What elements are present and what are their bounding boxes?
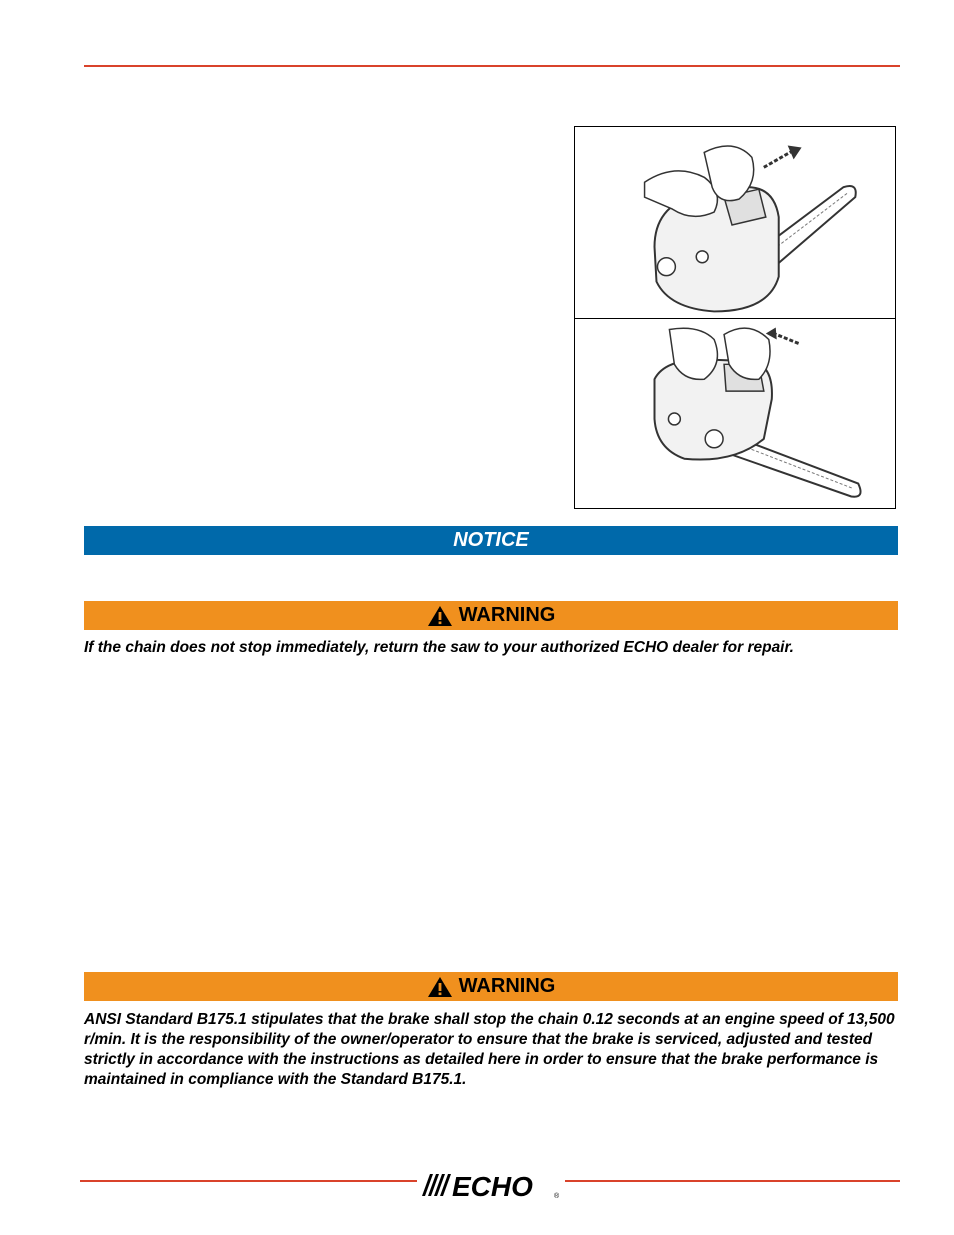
warning-banner-1 <box>84 601 898 630</box>
notice-banner <box>84 526 898 555</box>
warning-text-2: ANSI Standard B175.1 stipulates that the brake shall stop the chain 0.12 seconds at an engine speed of 13,500 r/min. It is the responsibility of the owner/operator to ensure that the brake is serviced, adjusted and tested strictly in accordance with the instructions as detailed here in order to ensure that the brake performance is maintained in compliance with the Standard B175.1. <box>84 1011 895 1088</box>
chain-brake-figure <box>574 126 896 509</box>
warning-triangle-icon <box>427 605 453 627</box>
chainsaw-brake-release-illustration <box>575 319 895 509</box>
header-rule <box>84 65 900 67</box>
echo-logo <box>420 1164 564 1202</box>
echo-logo-text: ECHO <box>452 1171 533 1202</box>
chainsaw-release-icon <box>575 319 895 509</box>
warning-label-1: WARNING <box>458 604 556 626</box>
chainsaw-brake-engage-illustration <box>575 127 895 317</box>
warning-banner-2 <box>84 972 898 1001</box>
registered-mark: ® <box>554 1193 560 1200</box>
footer-rule-right <box>565 1180 900 1182</box>
warning-text-1: If the chain does not stop immediately, return the saw to your authorized ECHO dealer for repair. <box>84 639 794 656</box>
notice-label: NOTICE <box>453 529 529 551</box>
footer-rule-left <box>80 1180 417 1182</box>
chainsaw-engage-icon <box>575 127 895 317</box>
warning-triangle-icon <box>427 976 453 998</box>
warning-label-2: WARNING <box>458 975 556 997</box>
